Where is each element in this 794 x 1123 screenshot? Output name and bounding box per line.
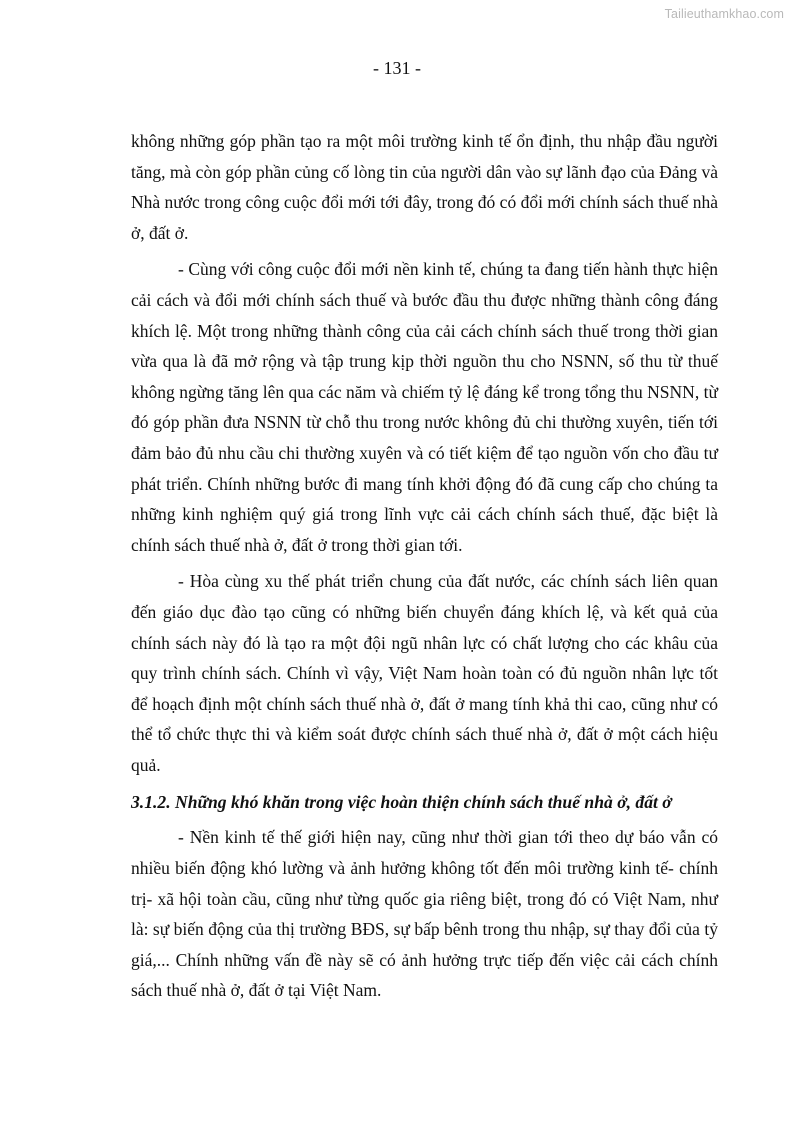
paragraph-difficulties: - Nền kinh tế thế giới hiện nay, cũng như thời gian tới theo dự báo vẫn có nhiều biến động khó lường và ảnh hưởng không tốt đến môi trường kinh tế- chính trị- xã hội toàn cầu, cũng như từng quốc gia riêng biệt, trong đó có Việt Nam, như là: sự biến động của thị trường BĐS, sự bấp bênh trong thu nhập, sự thay đổi của tỷ giá,... Chính những vấn đề này sẽ có ảnh hưởng trực tiếp đến việc cải cách chính sách thuế nhà ở, đất ở tại Việt Nam. — [131, 827, 718, 1001]
watermark: Tailieuthamkhao.com — [664, 7, 784, 21]
document-body — [131, 126, 718, 1012]
paragraph-education: - Hòa cùng xu thế phát triển chung của đất nước, các chính sách liên quan đến giáo dục đào tạo cũng có những biến chuyển đáng khích lệ, và kết quả của chính sách này đó là tạo ra một đội ngũ nhân lực có chất lượng cho các khâu của quy trình chính sách. Chính vì vậy, Việt Nam hoàn toàn có đủ nguồn nhân lực tốt để hoạch định một chính sách thuế nhà ở, đất ở mang tính khả thi cao, cũng như có thể tổ chức thực thi và kiểm soát được chính sách thuế nhà ở, đất ở một cách hiệu quả. — [131, 571, 718, 775]
section-heading: 3.1.2. Những khó khăn trong việc hoàn thiện chính sách thuế nhà ở, đất ở — [131, 792, 672, 813]
paragraph-continuation: không những góp phần tạo ra một môi trường kinh tế ổn định, thu nhập đầu người tăng, mà còn góp phần củng cố lòng tin của người dân vào sự lãnh đạo của Đảng và Nhà nước trong công cuộc đổi mới tới đây, trong đó có đổi mới chính sách thuế nhà ở, đất ở. — [131, 131, 718, 243]
paragraph-tax-reform: - Cùng với công cuộc đổi mới nền kinh tế, chúng ta đang tiến hành thực hiện cải cách và đổi mới chính sách thuế và bước đầu thu được những thành công đáng khích lệ. Một trong những thành công của cải cách chính sách thuế trong thời gian vừa qua là đã mở rộng và tập trung kịp thời nguồn thu cho NSNN, số thu từ thuế không ngừng tăng lên qua các năm và chiếm tỷ lệ đáng kể trong tổng thu NSNN, từ đó góp phần đưa NSNN từ chỗ thu trong nước không đủ chi thường xuyên, tiến tới đảm bảo đủ nhu cầu chi thường xuyên và có tiết kiệm để tạo nguồn vốn cho đầu tư phát triển. Chính những bước đi mang tính khởi động đó đã cung cấp cho chúng ta những kinh nghiệm quý giá trong lĩnh vực cải cách chính sách thuế, đặc biệt là chính sách thuế nhà ở, đất ở trong thời gian tới. — [131, 259, 718, 555]
page-number: - 131 - — [373, 58, 421, 78]
